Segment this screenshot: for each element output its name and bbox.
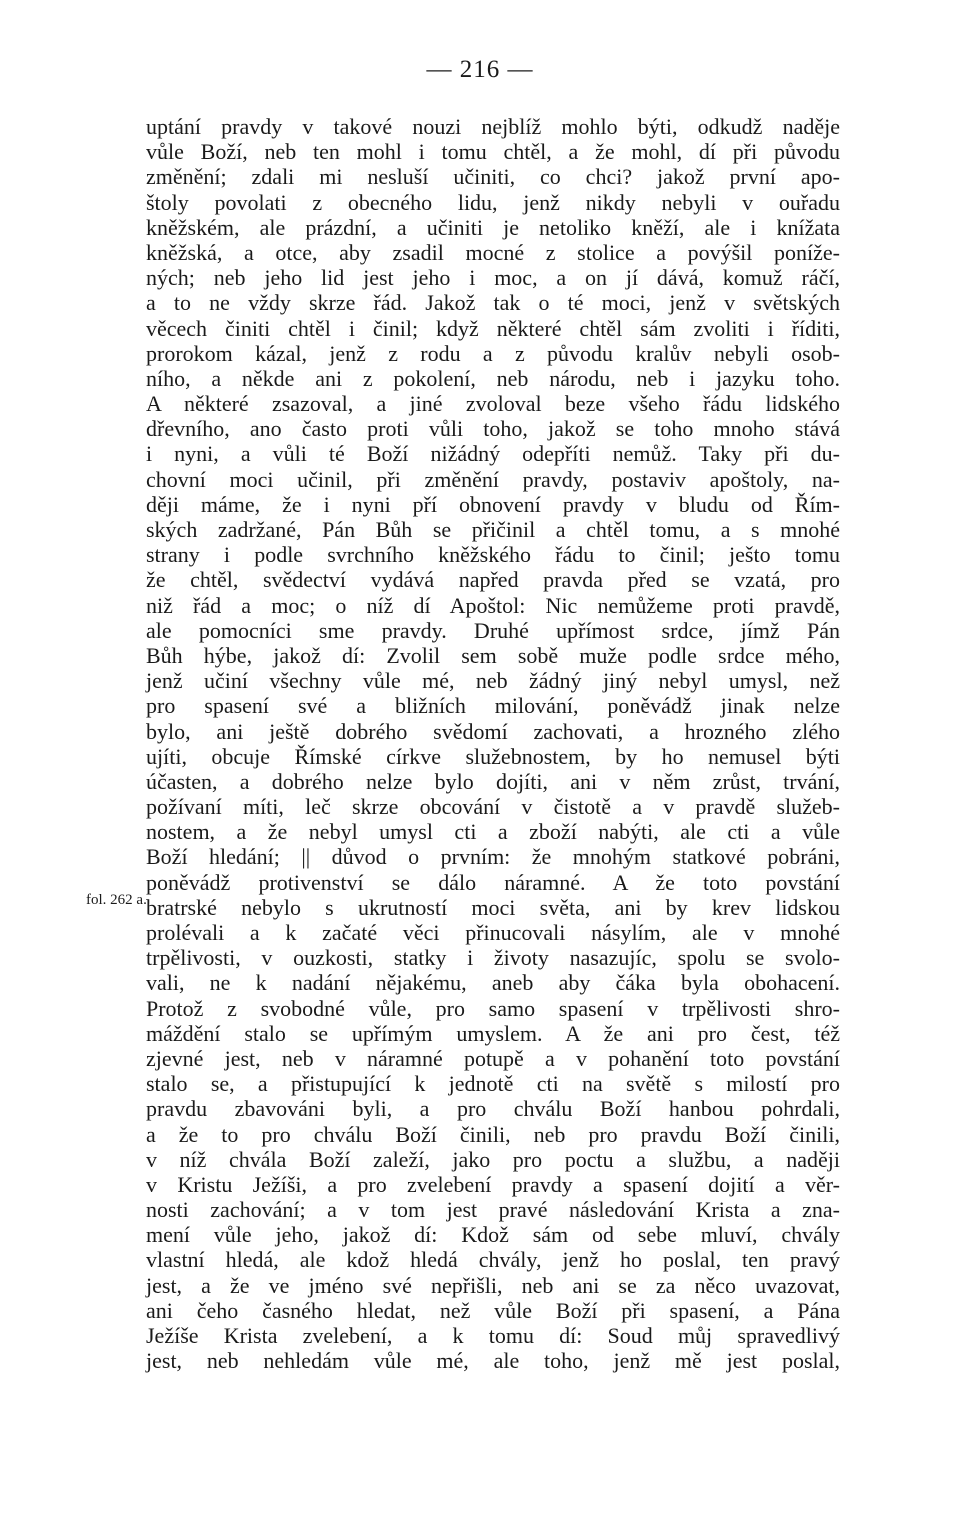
- text-line: bylo, ani ještě dobrého svědomí zachovati, a hrozného zlého: [146, 718, 840, 744]
- text-line: vlastní hledá, ale kdož hledá chvály, jenž ho poslal, ten pravý: [146, 1247, 840, 1273]
- text-line: že chtěl, svědectví vydává napřed pravda před se vzatá, pro: [146, 567, 840, 593]
- text-line: mení vůle jeho, jakož dí: Kdož sám od sebe mluví, chvály: [146, 1222, 840, 1248]
- text-line: věcech činiti chtěl i činil; když některé chtěl sám zvoliti i říditi,: [146, 315, 840, 341]
- text-line: ných; neb jeho lid jest jeho i moc, a on jí dává, komuž ráčí,: [146, 265, 840, 291]
- text-line: jenž učiní všechny vůle mé, neb žádný jiný nebyl umysl, než: [146, 668, 840, 694]
- text-line: ani čeho časného hledat, než vůle Boží při spasení, a Pána: [146, 1297, 840, 1323]
- text-line: bratrské nebylo s ukrutností moci světa, ani by krev lidskou: [146, 894, 840, 920]
- text-line: pro spasení své a bližních milování, poněvádž jinak nelze: [146, 693, 840, 719]
- body-text: [146, 114, 840, 1373]
- text-line: jest, a že ve jméno své nepřišli, neb ani se za něco uvazovat,: [146, 1272, 840, 1298]
- text-line: prolévali a k začaté věci přinucovali násylím, ale v mnohé: [146, 920, 840, 945]
- text-line: v níž chvála Boží zaleží, jako pro poctu a službu, a naději: [146, 1146, 840, 1172]
- text-line: kněžském, ale prázdní, a učiniti je netoliko kněží, ale i knížata: [146, 214, 840, 240]
- text-line: ale pomocníci sme pravdy. Druhé upřímost srdce, jímž Pán: [146, 617, 840, 643]
- text-line: dřevního, ano často proti vůli toho, jakož se toho mnoho stává: [146, 416, 840, 442]
- text-line: uptání pravdy v takové nouzi nejblíž mohlo býti, odkudž naděje: [146, 114, 840, 139]
- text-line: v Kristu Ježíši, a pro zvelebení pravdy a spasení dojití a věr-: [146, 1171, 840, 1197]
- text-line: ujíti, obcuje Římské církve služebnostem, by ho nemusel býti: [146, 743, 840, 769]
- text-line: vali, ne k nadání nějakému, aneb aby čáka byla obohacení.: [146, 970, 840, 996]
- text-line: jest, neb nehledám vůle mé, ale toho, jenž mě jest poslal,: [146, 1348, 840, 1374]
- text-line: chovní moci učinil, při změnění pravdy, postaviv apoštoly, na-: [146, 466, 840, 492]
- text-line: ských zadržané, Pán Bůh se přičinil a chtěl tomu, a s mnohé: [146, 517, 840, 542]
- text-line: změnění; zdali mi nesluší učiniti, co chci? jakož první apo-: [146, 164, 840, 190]
- margin-folio-note: fol. 262 a.: [86, 892, 147, 908]
- text-line: niž řád a moc; o níž dí Apoštol: Nic nemůžeme proti pravdě,: [146, 592, 840, 618]
- text-line: požívaní míti, leč skrze obcování v čistotě a v pravdě služeb-: [146, 794, 840, 820]
- text-line: vůle Boží, neb ten mohl i tomu chtěl, a že mohl, dí při původu: [146, 139, 840, 165]
- text-line: a že to pro chválu Boží činili, neb pro pravdu Boží činili,: [146, 1121, 840, 1147]
- text-line: Protož z svobodné vůle, pro samo spasení v trpělivosti shro-: [146, 995, 840, 1021]
- text-line: štoly povolati z obecného lidu, jenž nikdy nebyli v ouřadu: [146, 189, 840, 215]
- page-number: — 216 —: [426, 56, 534, 83]
- text-line: strany i podle svrchního kněžského řádu to činil; ješto tomu: [146, 542, 840, 568]
- text-line: nostem, a že nebyl umysl cti a zboží nabýti, ale cti a vůle: [146, 819, 840, 845]
- text-line: stalo se, a přistupující k jednotě cti na světě s milostí pro: [146, 1071, 840, 1097]
- text-line: a to ne vždy skrze řád. Jakož tak o té moci, jenž v světských: [146, 290, 840, 316]
- text-line: A některé zsazoval, a jiné zvoloval beze všeho řádu lidského: [146, 391, 840, 417]
- text-line: trpělivosti, v ouzkosti, statky i životy nasazujíc, spolu se svolo-: [146, 945, 840, 971]
- text-line: máždění stalo se upřímým umyslem. A že ani pro čest, též: [146, 1020, 840, 1046]
- text-line: ději máme, že i nyni pří obnovení pravdy v bludu od Řím-: [146, 491, 840, 517]
- text-line: Boží hledání; || důvod o prvním: že mnohým statkové pobráni,: [146, 844, 840, 870]
- text-line: i nyni, a vůli té Boží nižádný odepříti nemůž. Taky při du-: [146, 441, 840, 467]
- text-line: kněžská, a otce, aby zsadil mocné z stolice a povýšil ponížе-: [146, 239, 840, 265]
- text-line: Bůh hýbe, jakož dí: Zvolil sem sobě muže podle srdce mého,: [146, 642, 840, 668]
- text-line: poněvádž protivenství se dálo náramné. A že toto povstání: [146, 869, 840, 895]
- text-line: ního, a někde ani z pokolení, neb národu, neb i jazyku toho.: [146, 365, 840, 391]
- text-line: Ježíše Krista zvelebení, a k tomu dí: Soud můj spravedlivý: [146, 1323, 840, 1348]
- text-line: nosti zachování; a v tom jest pravé následování Krista a zna-: [146, 1197, 840, 1223]
- text-line: účasten, a dobrého nelze bylo dojíti, ani v něm zrůst, trvání,: [146, 768, 840, 794]
- text-line: prorokom kázal, jenž z rodu a z původu kralův nebyli osob-: [146, 340, 840, 366]
- text-line: pravdu zbavováni byli, a pro chválu Boží hanbou pohrdali,: [146, 1096, 840, 1122]
- text-line: zjevné jest, neb v náramné potupě a v pohanění toto povstání: [146, 1045, 840, 1071]
